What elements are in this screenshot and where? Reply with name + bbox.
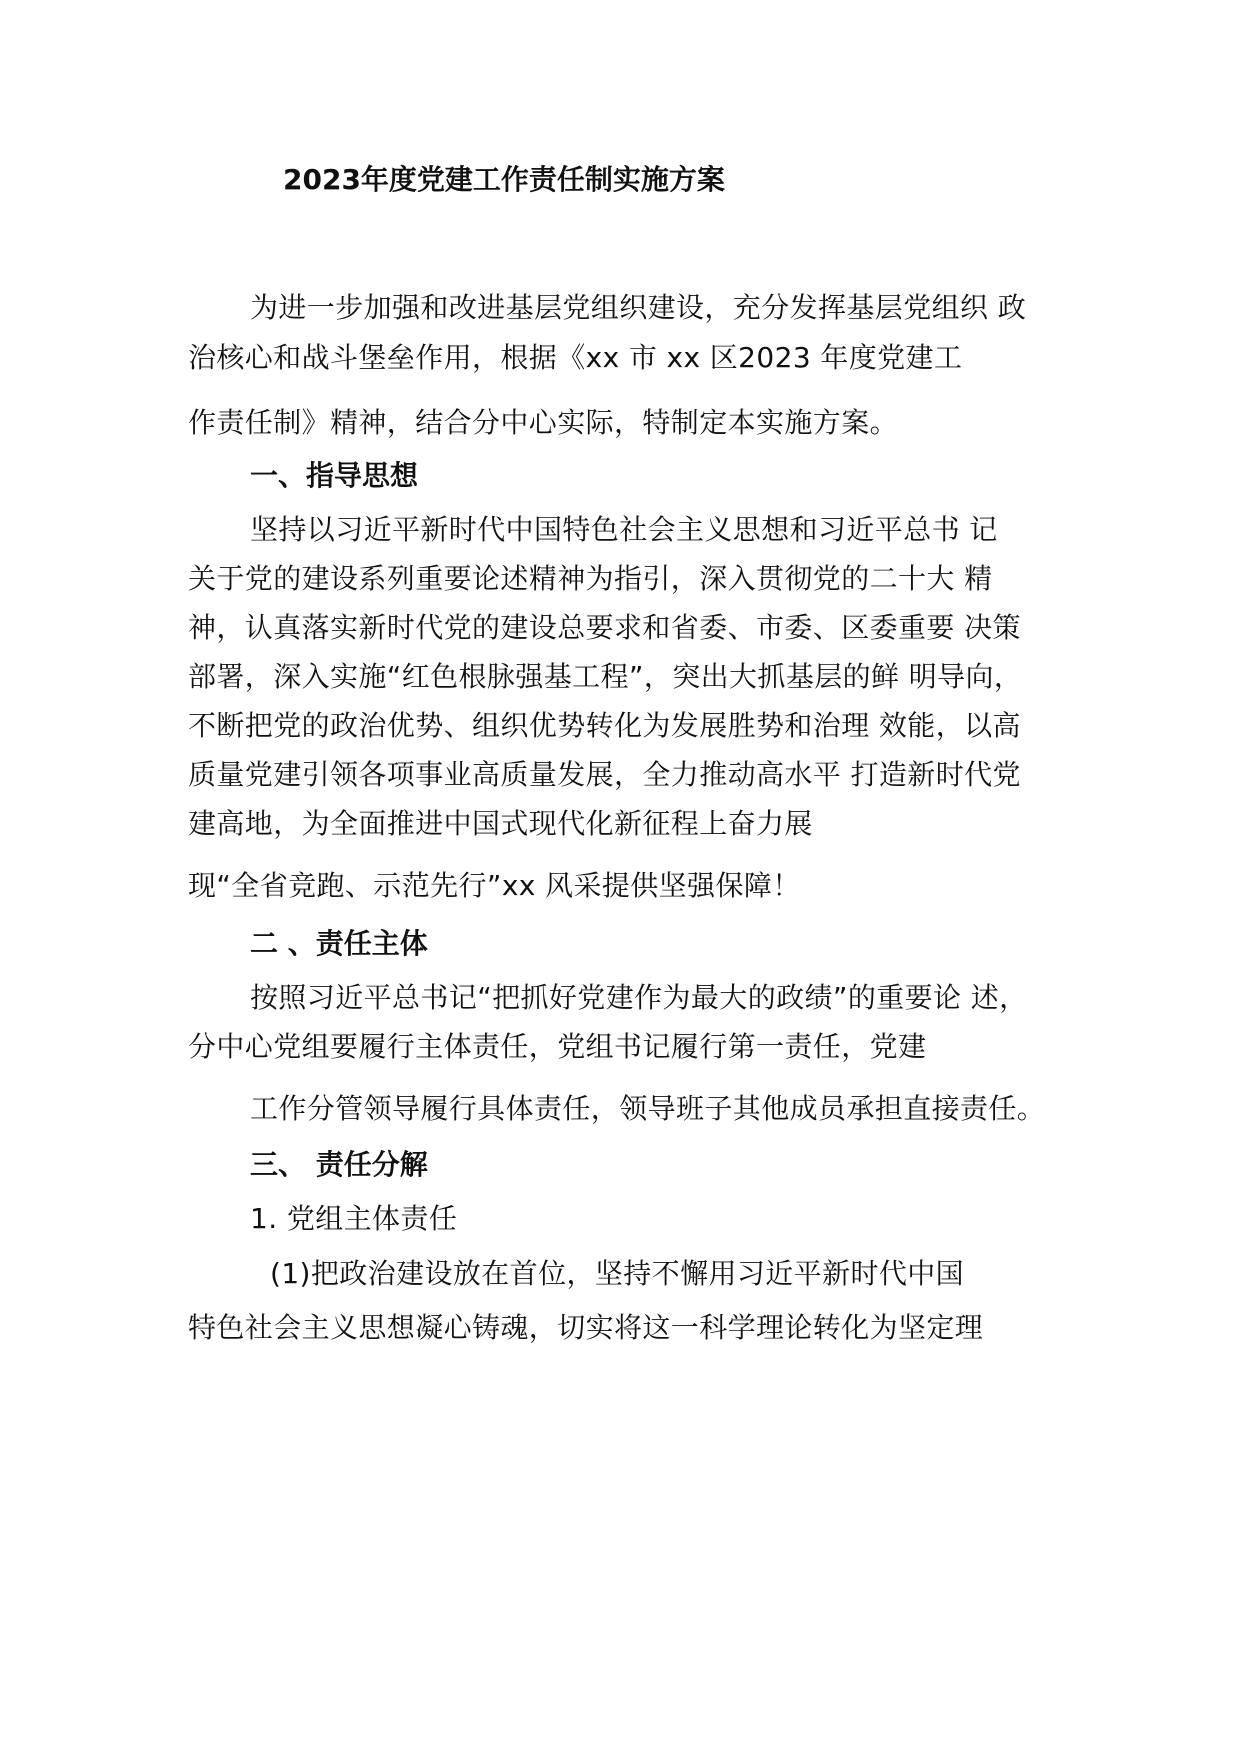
section-2-line-2: 分中心党组要履行主体责任，党组书记履行第一责任，党建 (188, 1030, 927, 1063)
section-1-line-6: 质量党建引领各项事业高质量发展，全力推动高水平 打造新时代党 (188, 758, 1021, 791)
section-3-heading: 三、 责任分解 (250, 1148, 428, 1181)
section-2-heading: 二 、责任主体 (250, 927, 428, 960)
section-1-line-2: 关于党的建设系列重要论述精神为指引，深入贯彻党的二十大 精 (188, 562, 993, 595)
section-1-line-4: 部署，深入实施“红色根脉强基工程”，突出大抓基层的鲜 明导向， (188, 660, 1023, 693)
section-1-line-5: 不断把党的政治优势、组织优势转化为发展胜势和治理 效能，以高 (188, 709, 1021, 742)
section-2-line-3: 工作分管领导履行具体责任，领导班子其他成员承担直接责任。 (250, 1092, 1046, 1125)
section-1-heading: 一、指导思想 (250, 459, 419, 492)
intro-line-3: 作责任制》精神，结合分中心实际，特制定本实施方案。 (188, 406, 899, 439)
section-1-line-7: 建高地，为全面推进中国式现代化新征程上奋力展 (188, 807, 813, 840)
section-1-line-1: 坚持以习近平新时代中国特色社会主义思想和习近平总书 记 (250, 513, 998, 546)
section-3-line-2: 特色社会主义思想凝心铸魂，切实将这一科学理论转化为坚定理 (188, 1311, 984, 1344)
page-title: 2023年度党建工作责任制实施方案 (283, 163, 725, 196)
section-2-line-1: 按照习近平总书记“把抓好党建作为最大的政绩”的重要论 述， (250, 981, 1028, 1014)
intro-line-2: 治核心和战斗堡垒作用，根据《xx 市 xx 区2023 年度党建工 (188, 341, 963, 374)
section-3-subheading: 1. 党组主体责任 (250, 1202, 458, 1235)
section-3-line-1: (1)把政治建设放在首位，坚持不懈用习近平新时代中国 (270, 1257, 965, 1290)
section-1-line-8: 现“全省竞跑、示范先行”xx 风采提供坚强保障！ (188, 869, 801, 902)
section-1-line-3: 神，认真落实新时代党的建设总要求和省委、市委、区委重要 决策 (188, 611, 1021, 644)
intro-line-1: 为进一步加强和改进基层党组织建设，充分发挥基层党组织 政 (250, 291, 1027, 324)
